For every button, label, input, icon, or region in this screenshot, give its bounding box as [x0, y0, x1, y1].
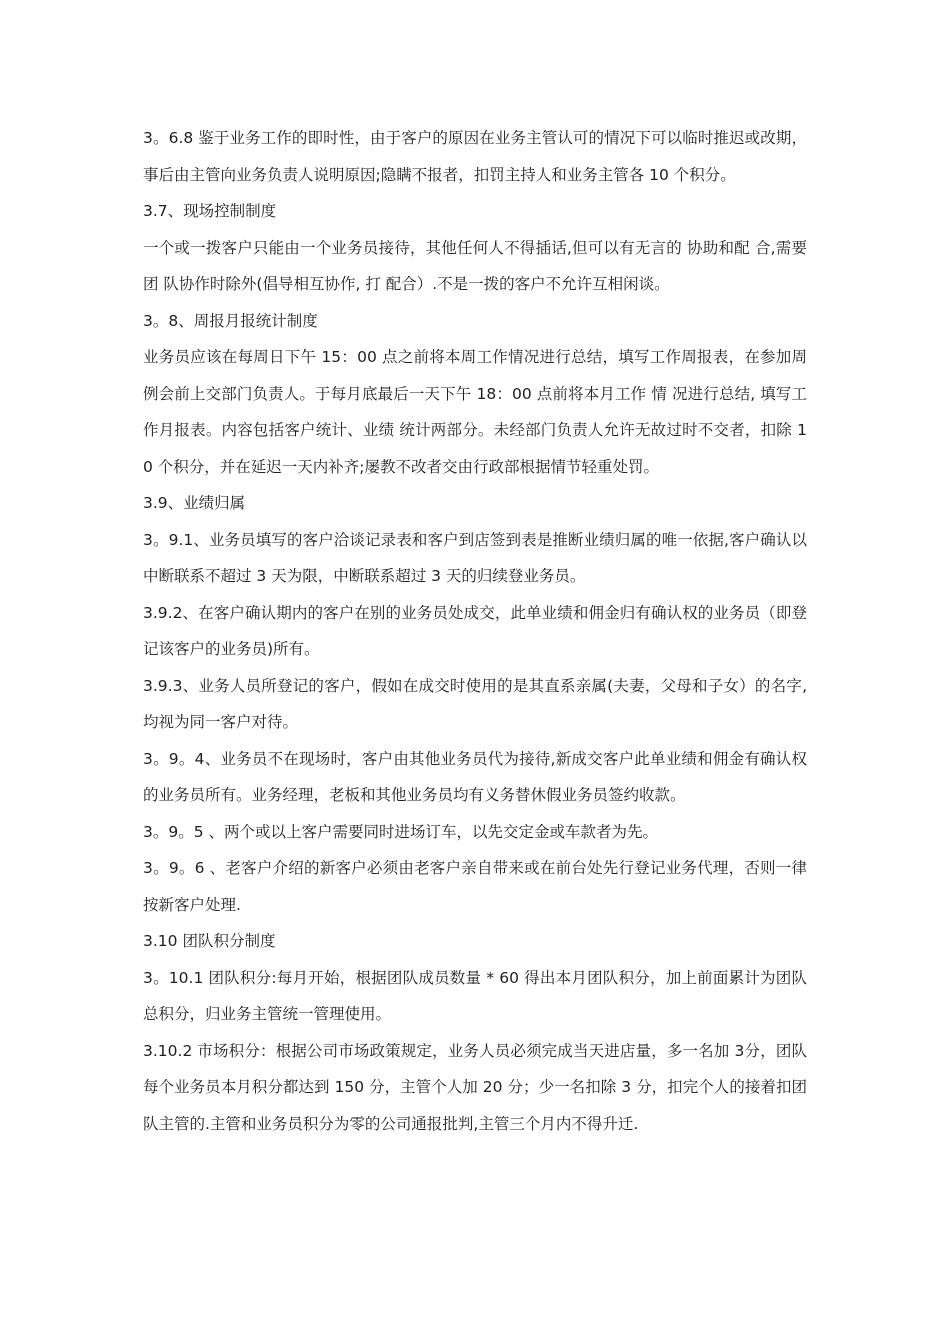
- body-paragraph: 3.10.2 市场积分：根据公司市场政策规定，业务人员必须完成当天进店量，多一名加 3分，团队每个业务员本月积分都达到 150 分，主管个人加 20 分；少一名扣除 3 分，扣完个人的接着扣团队主管的.主管和业务员积分为零的公司通报批判,主管三个月内不得升迁.: [143, 1041, 807, 1133]
- body-paragraph: 一个或一拨客户只能由一个业务员接待，其他任何人不得插话,但可以有无言的 协助和配 合,需要 团 队协作时除外(倡导相互协作, 打 配合）.不是一拨的客户不允许互相闲谈。: [143, 238, 807, 293]
- document-body: [143, 120, 807, 1142]
- body-paragraph: 业务员应该在每周日下午 15：00 点之前将本周工作情况进行总结，填写工作周报表，在参加周例会前上交部门负责人。于每月底最后一天下午 18：00 点前将本月工作 情 况进行总结, 填写工作月报表。内容包括客户统计、业绩 统计两部分。未经部门负责人允许无故过时不交者，扣除 10 个积分，并在延迟一天内补齐;屡教不改者交由行政部根据情节轻重处罚。: [143, 348, 807, 476]
- section-heading: 3.10 团队积分制度: [143, 932, 276, 950]
- body-paragraph: 3。6.8 鉴于业务工作的即时性，由于客户的原因在业务主管认可的情况下可以临时推迟或改期，事后由主管向业务负责人说明原因;隐瞒不报者，扣罚主持人和业务主管各 10 个积分。: [143, 129, 807, 184]
- body-paragraph: 3。10.1 团队积分:每月开始，根据团队成员数量 * 60 得出本月团队积分，加上前面累计为团队总积分，归业务主管统一管理使用。: [143, 968, 807, 1023]
- section-heading: 3。8、周报月报统计制度: [143, 311, 318, 330]
- section-heading: 3.7、现场控制制度: [143, 202, 277, 220]
- body-paragraph: 3.9.2、在客户确认期内的客户在别的业务员处成交，此单业绩和佣金归有确认权的业务员（即登记该客户的业务员)所有。: [143, 603, 807, 658]
- body-paragraph: 3。9.1、业务员填写的客户洽谈记录表和客户到店签到表是推断业绩归属的唯一依据,客户确认以中断联系不超过 3 天为限，中断联系超过 3 天的归续登业务员。: [143, 530, 807, 585]
- section-heading: 3.9、业绩归属: [143, 494, 246, 512]
- body-paragraph: 3。9。6 、老客户介绍的新客户必须由老客户亲自带来或在前台处先行登记业务代理，否则一律按新客户处理.: [143, 859, 807, 914]
- body-paragraph: 3.9.3、业务人员所登记的客户，假如在成交时使用的是其直系亲属(夫妻，父母和子女）的名字,均视为同一客户对待。: [143, 676, 807, 731]
- body-paragraph: 3。9。4、业务员不在现场时，客户由其他业务员代为接待,新成交客户此单业绩和佣金有确认权的业务员所有。业务经理，老板和其他业务员均有义务替休假业务员签约收款。: [143, 749, 807, 804]
- body-paragraph: 3。9。5 、两个或以上客户需要同时进场订车，以先交定金或车款者为先。: [143, 822, 659, 841]
